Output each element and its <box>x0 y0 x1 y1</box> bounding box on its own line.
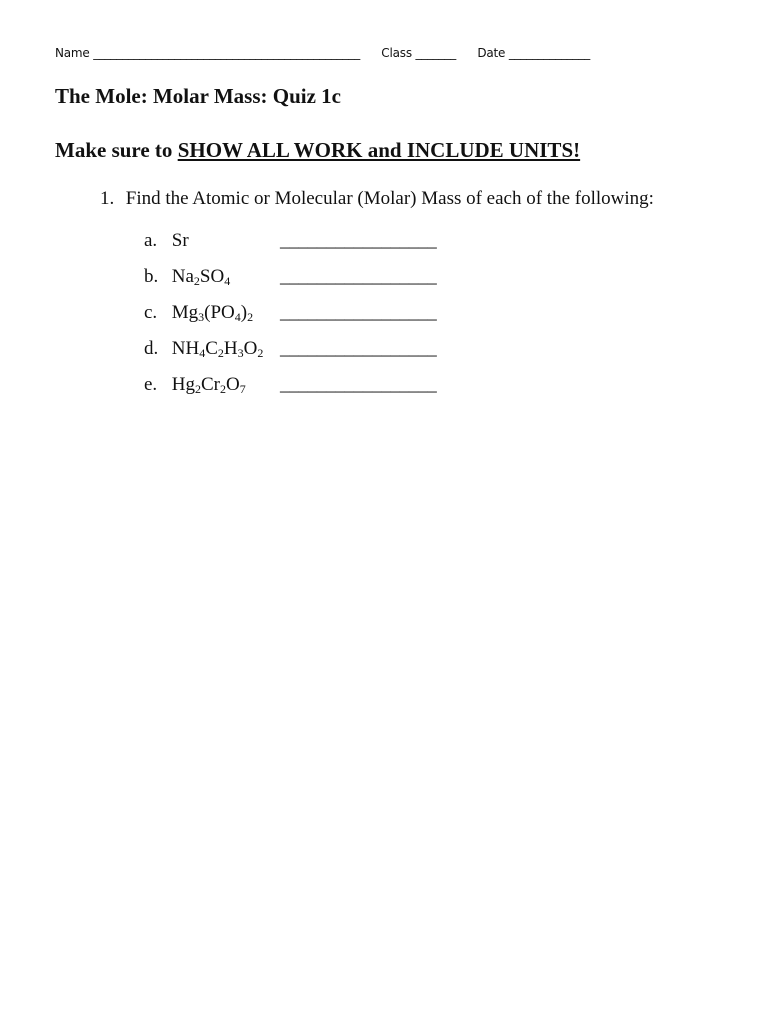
page-title: The Mole: Molar Mass: Quiz 1c <box>55 84 341 108</box>
answer-blank[interactable]: _________________ <box>280 266 437 287</box>
list-item <box>144 266 437 302</box>
list-item <box>144 374 437 410</box>
answer-blank[interactable]: _________________ <box>280 230 437 251</box>
question-1 <box>100 188 654 210</box>
chemical-formula: $Hg_2Cr_2O_7$ <box>171 374 246 396</box>
item-letter: a. <box>144 230 158 251</box>
chemical-formula: $NH_4C_2H_3O_2$ <box>171 338 264 360</box>
student-info-line <box>55 46 590 60</box>
instructions-emphasis: SHOW ALL WORK and INCLUDE UNITS! <box>177 138 581 162</box>
formula-list <box>144 230 437 410</box>
item-letter: b. <box>144 266 159 287</box>
class-label: Class <box>381 46 412 60</box>
answer-blank[interactable]: _________________ <box>280 338 437 359</box>
item-letter: d. <box>144 338 159 359</box>
name-field[interactable]: ______________________________________________ <box>93 46 361 60</box>
list-item <box>144 338 437 374</box>
date-label: Date <box>477 46 506 60</box>
list-item <box>144 230 437 266</box>
date-field[interactable]: ______________ <box>508 46 591 60</box>
answer-blank[interactable]: _________________ <box>280 374 437 395</box>
item-letter: e. <box>144 374 158 395</box>
chemical-formula: $Mg_3(PO_4)_2$ <box>171 302 254 324</box>
answer-blank[interactable]: _________________ <box>280 302 437 323</box>
chemical-formula: $Na_2SO_4$ <box>171 266 231 288</box>
list-item <box>144 302 437 338</box>
instructions-prefix: Make sure to <box>55 138 178 162</box>
question-text: Find the Atomic or Molecular (Molar) Mass of each of the following: <box>125 188 654 209</box>
name-label: Name <box>55 46 90 60</box>
instructions <box>55 138 580 163</box>
class-field[interactable]: _______ <box>415 46 457 60</box>
question-number: 1. <box>100 188 115 209</box>
item-letter: c. <box>144 302 158 323</box>
chemical-formula: Sr <box>171 230 189 251</box>
